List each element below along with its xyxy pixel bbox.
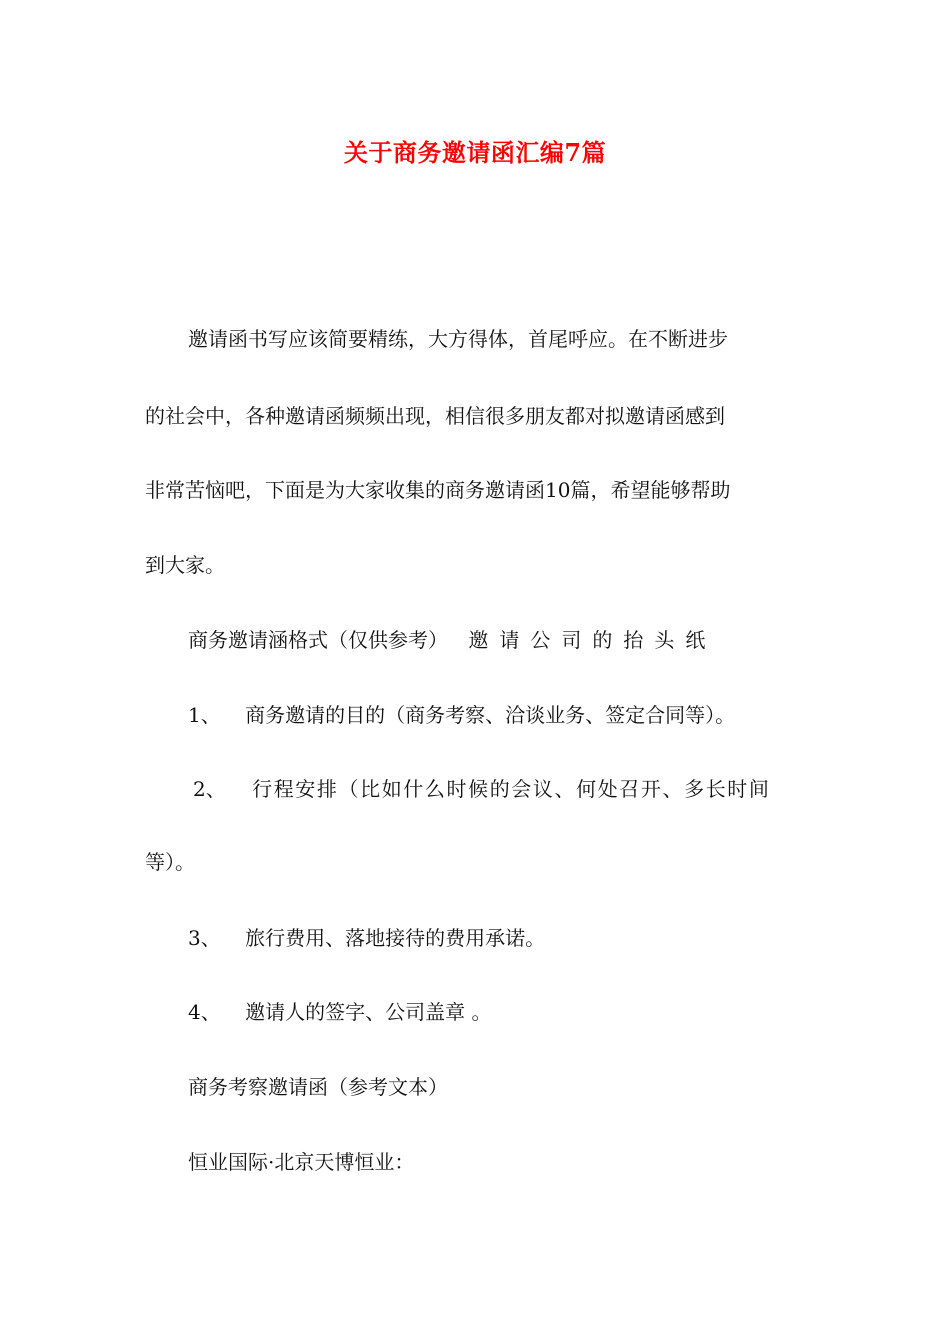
salutation: 恒业国际·北京天博恒业： — [188, 1150, 415, 1174]
format-letterhead: 邀请公司的抬头纸 — [468, 628, 717, 652]
list-item-3 — [188, 922, 545, 954]
intro-line-1: 邀请函书写应该简要精练，大方得体，首尾呼应。在不断进步 — [188, 327, 728, 351]
list-item-4 — [188, 996, 491, 1028]
list-item-number: 3、 — [188, 926, 221, 950]
intro-line-2: 的社会中，各种邀请函频频出现，相信很多朋友都对拟邀请函感到 — [145, 404, 725, 428]
sample-heading: 商务考察邀请函（参考文本） — [188, 1075, 448, 1099]
list-item-2 — [193, 773, 771, 805]
list-item-number: 1、 — [188, 703, 221, 727]
intro-line-4: 到大家。 — [145, 553, 225, 577]
list-item-number: 4、 — [188, 1000, 221, 1024]
list-item-number: 2、 — [193, 777, 226, 801]
list-item-text: 邀请人的签字、公司盖章 。 — [245, 1000, 492, 1024]
format-heading-row — [188, 624, 716, 656]
list-item-text: 商务邀请的目的（商务考察、洽谈业务、签定合同等）。 — [245, 703, 736, 727]
list-item-text: 行程安排（比如什么时候的会议、何处召开、多长时间 — [252, 777, 771, 801]
list-item-text: 旅行费用、落地接待的费用承诺。 — [245, 926, 546, 950]
document-title: 关于商务邀请函汇编7篇 — [343, 138, 607, 167]
intro-line-3: 非常苦恼吧，下面是为大家收集的商务邀请函10篇，希望能够帮助 — [145, 478, 731, 502]
list-item-2-continuation: 等）。 — [145, 850, 195, 874]
format-heading: 商务邀请涵格式（仅供参考） — [188, 628, 448, 652]
list-item-1 — [188, 699, 735, 731]
